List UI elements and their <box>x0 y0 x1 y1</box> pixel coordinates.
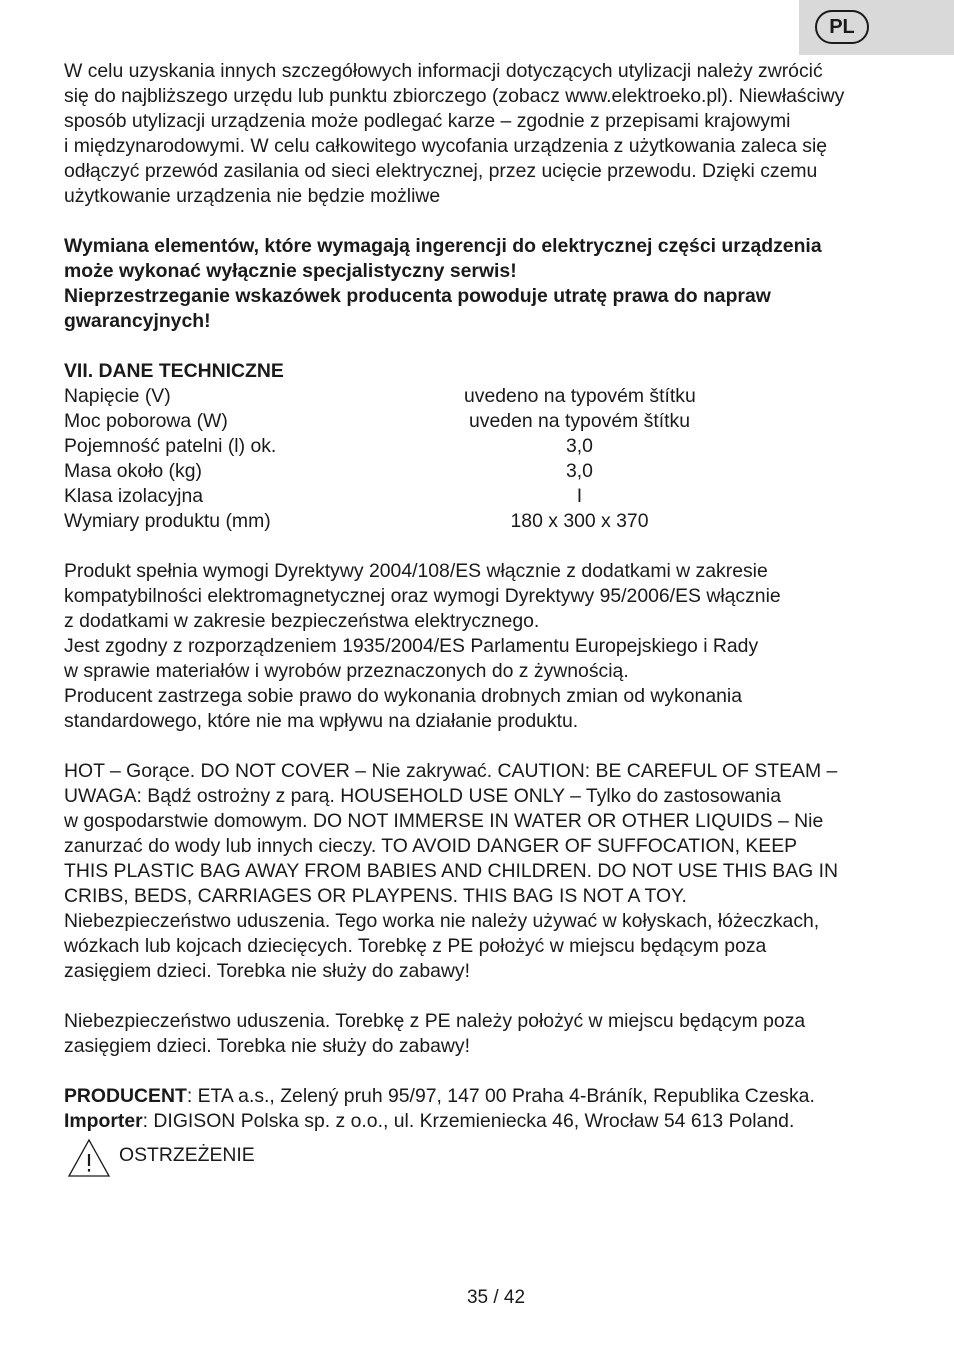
section-heading: VII. DANE TECHNICZNE <box>64 360 284 382</box>
compliance-paragraph <box>64 559 904 734</box>
importer-label: Importer <box>64 1110 143 1132</box>
safety-paragraph <box>64 759 904 984</box>
document-body <box>64 59 904 1178</box>
importer-text: : DIGISON Polska sp. z o.o., ul. Krzemieniecka 46, Wrocław 54 613 Poland. <box>142 1110 795 1132</box>
text-line: się do najbliższego urzędu lub punktu zbiorczego (zobacz www.elektroeko.pl). Niewłaściwy <box>64 85 845 107</box>
text-line: Wymiana elementów, które wymagają ingerencji do elektrycznej części urządzenia <box>64 235 822 257</box>
spec-row <box>64 459 904 484</box>
spec-value: 3,0 <box>566 460 593 482</box>
text-line: UWAGA: Bądź ostrożny z parą. HOUSEHOLD USE ONLY – Tylko do zastosowania <box>64 785 782 807</box>
spec-row <box>64 509 904 534</box>
text-line: zasięgiem dzieci. Torebka nie służy do zabawy! <box>64 960 470 982</box>
producer-label: PRODUCENT <box>64 1085 187 1107</box>
text-line: w gospodarstwie domowym. DO NOT IMMERSE IN WATER OR OTHER LIQUIDS – Nie <box>64 810 824 832</box>
text-line: Jest zgodny z rozporządzeniem 1935/2004/ES Parlamentu Europejskiego i Rady <box>64 635 759 657</box>
text-line: standardowego, które nie ma wpływu na działanie produktu. <box>64 710 579 732</box>
text-line: użytkowanie urządzenia nie będzie możliwe <box>64 185 441 207</box>
text-line: z dodatkami w zakresie bezpieczeństwa elektrycznego. <box>64 610 540 632</box>
text-line: W celu uzyskania innych szczegółowych informacji dotyczących utylizacji należy zwrócić <box>64 60 823 82</box>
text-line: CRIBS, BEDS, CARRIAGES OR PLAYPENS. THIS BAG IS NOT A TOY. <box>64 885 687 907</box>
text-line: THIS PLASTIC BAG AWAY FROM BABIES AND CHILDREN. DO NOT USE THIS BAG IN <box>64 860 838 882</box>
text-line: odłączyć przewód zasilania od sieci elektrycznej, przez ucięcie przewodu. Dzięki czemu <box>64 160 818 182</box>
spec-label: Wymiary produktu (mm) <box>64 510 271 532</box>
text-line: wózkach lub kojcach dziecięcych. Torebkę z PE położyć w miejscu będącym poza <box>64 935 767 957</box>
text-line: Niebezpieczeństwo uduszenia. Tego worka nie należy używać w kołyskach, łóżeczkach, <box>64 910 820 932</box>
spec-value: uvedeno na typovém štítku <box>464 385 696 407</box>
spec-value: 180 x 300 x 370 <box>510 510 649 532</box>
text-line: i międzynarodowymi. W celu całkowitego wycofania urządzenia z użytkowania zaleca się <box>64 135 828 157</box>
text-line: Niebezpieczeństwo uduszenia. Torebkę z PE należy położyć w miejscu będącym poza <box>64 1010 806 1032</box>
spec-value: 3,0 <box>566 435 593 457</box>
spec-label: Pojemność patelni (l) ok. <box>64 435 277 457</box>
spec-label: Klasa izolacyjna <box>64 485 204 507</box>
service-warning <box>64 234 904 334</box>
text-line: Producent zastrzega sobie prawo do wykonania drobnych zmian od wykonania <box>64 685 742 707</box>
text-line: zasięgiem dzieci. Torebka nie służy do zabawy! <box>64 1035 470 1057</box>
spec-label: Napięcie (V) <box>64 385 171 407</box>
text-line: kompatybilności elektromagnetycznej oraz wymogi Dyrektywy 95/2006/ES włącznie <box>64 585 781 607</box>
producer-text: : ETA a.s., Zelený pruh 95/97, 147 00 Praha 4-Bráník, Republika Czeska. <box>186 1085 815 1107</box>
text-line: Produkt spełnia wymogi Dyrektywy 2004/108/ES włącznie z dodatkami w zakresie <box>64 560 768 582</box>
text-line: sposób utylizacji urządzenia może podlegać karze – zgodnie z przepisami krajowymi <box>64 110 791 132</box>
spec-label: Masa około (kg) <box>64 460 202 482</box>
page-number: 35 / 42 <box>466 1287 526 1308</box>
text-line: gwarancyjnych! <box>64 310 211 332</box>
text-line: w sprawie materiałów i wyrobów przeznaczonych do z żywnością. <box>64 660 629 682</box>
spec-row <box>64 484 904 509</box>
spec-row <box>64 409 904 434</box>
spec-value: I <box>576 485 583 507</box>
spec-row <box>64 434 904 459</box>
disposal-paragraph <box>64 59 904 209</box>
technical-data <box>64 359 904 534</box>
spec-row <box>64 384 904 409</box>
spec-value: uveden na typovém štítku <box>469 410 690 432</box>
language-tab <box>799 0 954 55</box>
warning-row <box>64 1138 904 1178</box>
language-badge: PL <box>815 10 869 44</box>
warning-triangle-icon <box>67 1138 111 1178</box>
warning-label: OSTRZEŻENIE <box>119 1144 255 1166</box>
spec-label: Moc poborowa (W) <box>64 410 228 432</box>
text-line: zanurzać do wody lub innych cieczy. TO AVOID DANGER OF SUFFOCATION, KEEP <box>64 835 798 857</box>
importer-line <box>64 1109 904 1134</box>
text-line: może wykonać wyłącznie specjalistyczny serwis! <box>64 260 517 282</box>
text-line: Nieprzestrzeganie wskazówek producenta powoduje utratę prawa do napraw <box>64 285 771 307</box>
text-line: HOT – Gorące. DO NOT COVER – Nie zakrywać. CAUTION: BE CAREFUL OF STEAM – <box>64 760 838 782</box>
producer-line <box>64 1084 904 1109</box>
suffocation-paragraph <box>64 1009 904 1059</box>
